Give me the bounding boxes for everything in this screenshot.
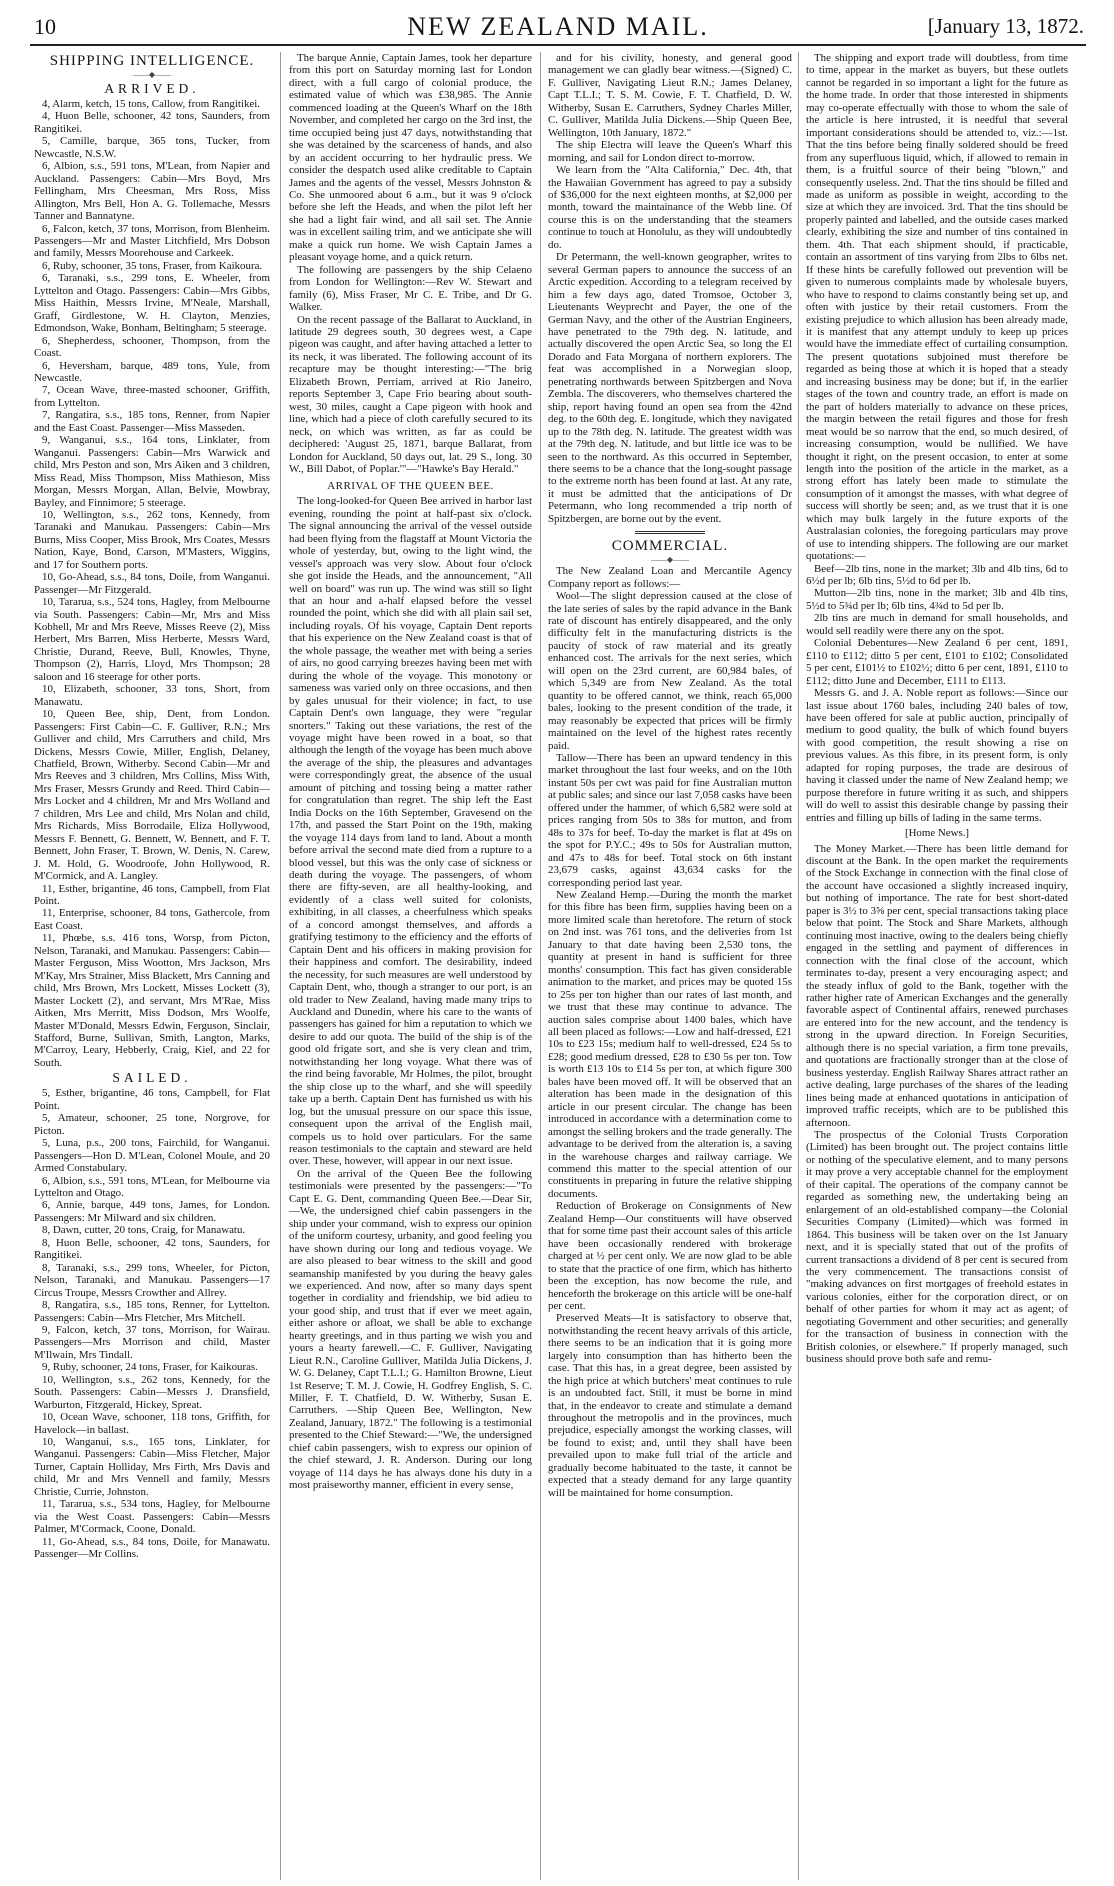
column-shipping	[34, 52, 270, 1878]
news-paragraph: The ship Electra will leave the Queen's Wharf this morning, and sail for London direct to-morrow.	[548, 139, 792, 164]
departure-entry: 11, Tararua, s.s., 534 tons, Hagley, for Melbourne via the West Coast. Passengers: Cabin—Messrs Palmer, M'Cormack, Coone, Donald.	[34, 1498, 270, 1536]
arrival-entry: 11, Enterprise, schooner, 84 tons, Gathercole, from East Coast.	[34, 907, 270, 932]
departure-entry: 10, Ocean Wave, schooner, 118 tons, Griffith, for Havelock—in ballast.	[34, 1411, 270, 1436]
arrival-entry: 10, Tararua, s.s., 524 tons, Hagley, from Melbourne via South. Passengers: Cabin—Mr, Mrs and Miss Kobhell, Mr and Mrs Reeve, Misses Reeve (2), Miss Herbert, Mrs Barren, Miss Herberte, Messrs Ward, Christie, Durand, Reeve, Bull, Knowles, Thyne, Thompson (2), Harris, Lloyd, Mrs Thompson; 28 saloon and 16 steerage for other ports.	[34, 596, 270, 683]
commercial-article	[548, 565, 792, 1499]
commercial-paragraph: Colonial Debentures—New Zealand 6 per cent, 1891, £110 to £112; ditto 5 per cent, £101 to £102; Consolidated 5 per cent, £101½ to £102½; ditto 6 per cent, 1891, £110 to £112; ditto June and December, £111 to £113.	[806, 637, 1068, 687]
departure-entry: 5, Esther, brigantine, 46 tons, Campbell, for Flat Point.	[34, 1087, 270, 1112]
commercial-paragraph: Beef—2lb tins, none in the market; 3lb and 4lb tins, 6d to 6½d per lb; 6lb tins, 5½d to 6d per lb.	[806, 562, 1068, 588]
article-paragraph: The long-looked-for Queen Bee arrived in harbor last evening, rounding the point at half-past six o'clock. The signal announcing the arrival of the vessel outside had been flying from the flagstaff at Mount Victoria the whole of yesterday, but, owing to the light wind, the vessel's approach was very slow. About four o'clock she got inside the Heads, and the announcement, "All well on board" was run up. The wind was still so light that an hour and a-half elapsed before the vessel rounded the point, which she did with all plain sail set, including royals. Of his voyage, Captain Dent reports that his experience on the New Zealand coast is that of the whole passage, the weather met with being a series of airs, no good carrying breezes having been met with during the whole of the voyage. This monotony or sameness was varied only on three occasions, and then by gales unusual for their violence; in fact, to use Captain Dent's own language, they were "regular snorters." Taking out these variations, the rest of the voyage might have been rowed in a boat, so that although the length of the voyage has been much above the average of the ship, the pleasures and advantages were correspondingly great, the absence of the usual amount of pitching and tossing being a matter rather for congratulation than regret. The ship left the East India Docks on the 16th September, Gravesend on the 17th, and passed the Start Point on the 19th, making the voyage 114 days from land to land. About a month before arrival the second mate died from a rupture to a blood vessel, but this was the only case of sickness or death during the voyage. The passengers, of whom there are fifty-seven, are all healthy-looking, and evidently of a class well suited for colonists, exhibiting, in all classes, a cheerfulness which speaks of a concord amongst themselves, and affords a gratifying testimony to the efficiency and the efforts of Captain Dent and his officers in making provision for their happiness and comfort. The desirability, indeed the necessity, for such measures are well understood by Captain Dent, who, though a stranger to our port, is an old trader to New Zealand, having made many trips to Auckland and Dunedin, where his care to the wants of passengers has gained for him a reputation to which we desire to add our quota. The build of the ship is of the good old frigate sort, and she is very clean and trim, notwithstanding her long voyage. What there was of the rind being favorable, Mr Holmes, the pilot, brought the ship close up to the wharf, and she will speedily take up a berth. Captain Dent has furnished us with his log, but the unusual pressure on our space this issue, consequent upon the arrival of the English mail, compels us to hold over particulars. For the same reason testimonials to the captain and steward are held over. These, however, will appear in our next issue.	[289, 495, 532, 1168]
commercial-paragraph: Messrs G. and J. A. Noble report as follows:—Since our last issue about 1760 bales, including 240 bales of tow, have been offered for sale at public auction, principally of medium to good quality, the bulk of which found buyers with good competition, the result showing a rise on previous values. As this fibre, in its present form, is only adapted for roping purposes, the trade are desirous of having it classed under the name of New Zealand hemp; we purpose therefore in future writing it as such, and shippers will do well to assist this desirable change by passing their entries and filling up bills of lading in the same terms.	[806, 687, 1068, 824]
arrival-entry: 6, Taranaki, s.s., 299 tons, E. Wheeler, from Lyttelton and Otago. Passengers: Cabin—Mrs Gibbs, Miss Haithin, Messrs Irvine, M'Neale, Marshall, Graff, Girdlestone, W. H. Clayton, Menzies, Edmondson, Wake, Bonham, Beltingham; 5 steerage.	[34, 272, 270, 335]
column-divider	[798, 52, 799, 1880]
news-paragraph: The following are passengers by the ship Celaeno from London for Wellington:—Rev W. Stewart and family (6), Miss Fraser, Mr C. E. Tribe, and Dr G. Walker.	[289, 263, 532, 314]
arrival-entry: 7, Rangatira, s.s., 185 tons, Renner, from Napier and the East Coast. Passenger—Miss Masseden.	[34, 409, 270, 434]
news-paragraph: The barque Annie, Captain James, took her departure from this port on Saturday morning last for London direct, with a full cargo of colonial produce, the estimated value of which was £38,985. The Annie commenced loading at the Queen's Wharf on the 18th November, and completed her cargo on the 3rd inst, the time occupied being just 47 days, notwithstanding that she was detained by the scarceness of hands, and also by an accident occurring to her hydraulic press. We consider the despatch used alike creditable to Captain James and the agents of the vessel, Messrs Johnston & Co. She unmoored about 6 a.m., but it was 9 o'clock before she left the Heads, and when the pilot left her she had a light fair wind, and all sail set. The Annie was in excellent sailing trim, and we anticipate she will make a quick run home. We wish Captain James a pleasant voyage home, and a quick return.	[289, 52, 532, 264]
commercial-paragraph: Reduction of Brokerage on Consignments of New Zealand Hemp—Our constituents will have observed that for some time past their account sales of this article have been occasionally rendered with brokerage charged at ½ per cent only. We are now glad to be able to state that the practice of one firm, which has hitherto been the exception, has now become the rule, and henceforth the brokerage on this article will be one-half per cent.	[548, 1200, 792, 1312]
news-paragraphs	[548, 52, 792, 525]
news-paragraph: On the recent passage of the Ballarat to Auckland, in latitude 29 degrees south, 30 degrees west, a Cape pigeon was caught, and after having attached a letter to its neck, it was liberated. The following account of its recapture may be thought interesting:—"The brig Elizabeth Brown, Perriam, arrived at Rio Janeiro, reports September 3, Cape Frio bearing about south-west, 30 miles, caught a Cape pigeon with hook and line, which had a piece of cloth carefully secured to its neck, on which was written, as far as could be deciphered: 'August 25, 1871, barque Ballarat, from London for Auckland, 50 days out, lat. 29 S., long. 30 W., Bill Dabot, of Poplar.'"—"Hawke's Bay Herald."	[289, 313, 532, 475]
arrival-entry: 7, Ocean Wave, three-masted schooner, Griffith, from Lyttelton.	[34, 384, 270, 409]
masthead	[30, 8, 1086, 42]
departure-entry: 9, Falcon, ketch, 37 tons, Morrison, for Wairau. Passengers—Mrs Morrison and child, Master M'Ilwain, Mrs Tindall.	[34, 1323, 270, 1361]
departure-entry: 5, Amateur, schooner, 25 tone, Norgrove, for Picton.	[34, 1112, 270, 1137]
issue-date: [January 13, 1872.	[927, 14, 1084, 38]
commercial-continued	[806, 52, 1068, 824]
arrival-entry: 5, Camille, barque, 365 tons, Tucker, from Newcastle, N.S.W.	[34, 135, 270, 160]
ornament: ——◆——	[132, 70, 172, 79]
shipping-news-paragraphs	[289, 52, 532, 475]
news-paragraph: and for his civility, honesty, and general good management we can gladly bear witness.—(Signed) C. F. Gulliver, Navigating Lieut R.N.; James Delaney, Capt T.L.I.; T. S. M. Cowie, F. T. Chatfield, D. W. Witherby, Susan E. Carruthers, Sydney Charles Miller, C. Gulliver, Matilda Julia Dickens.—Ship Queen Bee, Wellington, 10th January, 1872."	[548, 52, 792, 139]
commercial-paragraph: The New Zealand Loan and Mercantile Agency Company report as follows:—	[548, 565, 792, 590]
commercial-paragraph: Tallow—There has been an upward tendency in this market throughout the last four weeks, and on the 10th instant 50s per cwt was paid for fine Australian mutton at public sales; and since our last 7,058 casks have been offered under the hammer, of which 6,582 were sold at prices ranging from 50s to 38s for mutton, and from 48s to 37s for beef. To-day the market is flat at 49s on the spot for P.Y.C.; 49s to 50s for Australian mutton, and 47s to 48s for beef. Total stock on 6th instant 23,679 casks, against 43,634 casks for the corresponding period last year.	[548, 752, 792, 889]
arrival-entry: 6, Heversham, barque, 489 tons, Yule, from Newcastle.	[34, 359, 270, 384]
arrival-entry: 10, Elizabeth, schooner, 33 tons, Short, from Manawatu.	[34, 683, 270, 708]
arrival-entry: 6, Albion, s.s., 591 tons, M'Lean, from Napier and Auckland. Passengers: Cabin—Mrs Boyd, Mrs Fellingham, Mrs Cheesman, Mrs Ross, Miss Allington, Mrs Bell, Hon A. G. Tollemache, Messrs Tanner and Bannatyne.	[34, 160, 270, 223]
arrived-list	[34, 98, 270, 1069]
departure-entry: 8, Taranaki, s.s., 299 tons, Wheeler, for Picton, Nelson, Taranaki, and Manukau. Passengers—17 Circus Troupe, Messrs Crowther and Allrey.	[34, 1261, 270, 1299]
departure-entry: 8, Huon Belle, schooner, 42 tons, Saunders, for Rangitikei.	[34, 1236, 270, 1262]
arrival-entry: 4, Huon Belle, schooner, 42 tons, Saunders, from Rangitikei.	[34, 110, 270, 135]
column-two	[289, 52, 532, 1878]
arrival-entry: 6, Ruby, schooner, 35 tons, Fraser, from Kaikoura.	[42, 259, 263, 272]
departure-entry: 8, Dawn, cutter, 20 tons, Craig, for Manawatu.	[42, 1224, 246, 1237]
departure-entry: 10, Wanganui, s.s., 165 tons, Linklater, for Wanganui. Passengers: Cabin—Miss Fletcher, Major Turner, Captain Holliday, Mrs Firth, Mrs Davis and child, Mr and Mrs Vennell and family, Messrs Christie, Currie, Johnston.	[34, 1436, 270, 1498]
arrival-entry: 10, Wellington, s.s., 262 tons, Kennedy, from Taranaki and Manukau. Passengers: Cabin—Mrs Burns, Miss Cooper, Miss Brook, Mrs Coates, Messrs Nation, Kaye, Bond, Carson, M'Masters, Wiggins, and 17 for Southern ports.	[34, 508, 270, 571]
commercial-paragraph: Preserved Meats—It is satisfactory to observe that, notwithstanding the recent heavy arrivals of this article, there seems to be an indication that it is going more largely into consumption than has hitherto been the case. That this has, in a great degree, been assisted by the high price at which butchers' meat continues to rule is an undoubted fact. Still, it must be borne in mind that, in the endeavor to create and stimulate a demand throughout the metropolis and in the provinces, much prejudice, especially amongst the working classes, will be found to exist; and, until they shall have been prevailed upon to make full trial of the article and gradually become habituated to the taste, it cannot be expected that a steady demand for any large quantity will be maintained for home consumption.	[548, 1312, 792, 1499]
sailed-list	[34, 1087, 270, 1560]
arrived-heading: ARRIVED.	[104, 81, 200, 96]
page-number: 10	[34, 14, 56, 39]
departure-entry: 11, Go-Ahead, s.s., 84 tons, Doile, for Manawatu. Passenger—Mr Collins.	[34, 1535, 270, 1561]
newspaper-title: NEW ZEALAND MAIL.	[407, 12, 709, 41]
commercial-paragraph: New Zealand Hemp.—During the month the market for this fibre has been firm, supplies having been on a more limited scale than heretofore. The return of stock on 2nd inst. was 761 tons, and the deliveries from 1st January to that date having been 2,530 tons, the quantity at present in hand is sufficient for three months' consumption. This fact has given considerable animation to the market, and prices may be quoted 15s to 25s per ton higher than our rates of last month, and we trust that these may continue to advance. The auction sales comprise about 1400 bales, which have all been placed as follows:—Low and half-dressed, £21 10s to £23 15s; medium half to well-dressed, £24 5s to £28; good medium dressed, £28 to £30 5s per ton. Tow is worth £13 10s to £14 5s per ton, at which figure 300 bales have been moved off. It will be observed that an alteration has been made in the designation of this article in our present circular. The change has been introduced in accordance with a determination come to amongst the selling brokers and the trade generally. The advantage to be derived from the alteration is, a saving in the warehouse charges and railway carriage. We commend this matter to the special attention of our constituents in preparing in future the relative shipping documents.	[548, 889, 792, 1200]
column-three	[548, 52, 792, 1878]
commercial-heading: COMMERCIAL.	[611, 538, 729, 555]
arrival-entry: 6, Falcon, ketch, 37 tons, Morrison, from Blenheim. Passengers—Mr and Master Litchfield, Mrs Dobson and family, Messrs Moorehouse and Carkeek.	[34, 222, 270, 260]
departure-entry: 5, Luna, p.s., 200 tons, Fairchild, for Wanganui. Passengers—Hon D. M'Lean, Colonel Moule, and 20 Armed Constabulary.	[34, 1137, 270, 1175]
arrival-entry: 4, Alarm, ketch, 15 tons, Callow, from Rangitikei.	[42, 98, 260, 110]
news-paragraph: Dr Petermann, the well-known geographer, writes to several German papers to announce the success of an Arctic expedition. According to a telegram received by him a few days ago, dated Tromsoe, October 3, Lieutenants Weyprecht and Payer, the one of the German Navy, and the other of the Austrian Engineers, have penetrated to the 79th deg. N. latitude, and actually discovered the open Arctic Sea, so long the El Dorado and Fata Morgana of northern explorers. The feat was accomplished in a Norwegian sloop, penetrating northwards between Spitzbergen and Nova Zembla. The discoverers, who themselves chartered the ship, report having found an open sea from the 42nd deg. to the 60th deg. E. longitude, which they navigated up to the 78th deg. N. latitude. The greatest width was at the 79th deg. N. latitude, and but little ice was to be seen to the northward. As this occurred in September, there seems to be a chance that the long-sought passage to the extreme north has been found at last. At any rate, it must be admitted that the anticipations of Dr Petermann, who long recommended a trip north of Spitzbergen, are borne out by the event.	[548, 251, 792, 525]
departure-entry: 8, Rangatira, s.s., 185 tons, Renner, for Lyttelton. Passengers: Cabin—Mrs Fletcher, Mrs Mitchell.	[34, 1299, 270, 1324]
money-market-article	[806, 843, 1068, 1366]
arrival-entry: 11, Esther, brigantine, 46 tons, Campbell, from Flat Point.	[34, 882, 270, 907]
departure-entry: 6, Annie, barque, 449 tons, James, for London. Passengers: Mr Milward and six children.	[34, 1199, 270, 1224]
arrival-entry: 10, Go-Ahead, s.s., 84 tons, Doile, from Wanganui. Passenger—Mr Fitzgerald.	[34, 571, 270, 596]
commercial-paragraph: Mutton—2lb tins, none in the market; 3lb and 4lb tins, 5½d to 5¾d per lb; 6lb tins, 4¾d to 5d per lb.	[806, 587, 1068, 612]
shipping-intelligence-heading: SHIPPING INTELLIGENCE.	[49, 53, 255, 69]
queen-bee-heading: ARRIVAL OF THE QUEEN BEE.	[327, 480, 494, 493]
arrival-entry: 10, Queen Bee, ship, Dent, from London. Passengers: First Cabin—C. F. Gulliver, R.N.; Mrs Gulliver and child, Mrs Carruthers and child, Mrs Dickens, Messrs Cowie, Miller, English, Delaney, Chatfield, Brown, Witherby. Second Cabin—Mr and Mrs Reeves and 3 children, Mrs Collins, Miss With, Mrs Fraser, Messrs Grundy and Reed. Third Cabin—Mrs Locket and 4 children, Mr and Mrs Wolland and 7 children, Mrs Lee and child, Mrs Nolan and child, Mrs Richards, Miss Borrodaile, Eliza Hollywood, Messrs F. Bennett, G. Bennett, W. Bennett, and F. T. Bennett, John Fraser, T. Brown, W. Denis, N. Carew, J. M. Hold, G. Woodroofe, John Hollywood, R. M'Cormick, and A. Langley.	[34, 708, 270, 883]
money-market-paragraph: The Money Market.—There has been little demand for discount at the Bank. In the open market the requirements of the Stock Exchange in connection with the final close of the account have occasioned a slightly increased inquiry, but nothing of importance. The rate for best short-dated paper is 3½ to 3⅝ per cent, special transactions taking place below that point. The Stock and Share Markets, although continuing most inactive, owing to the dealers being chiefly engaged in the settling and payment of differences in connection with the final close of the account, which terminates to-day, present a very encouraging aspect; and the steady influx of gold to the Bank, together with the rather higher rate of American Exchanges and the generally favorable aspect of Continental affairs, renewed purchases are entered into for the new account, and the tendency is strong in the upward direction. In Foreign Securities, although there is no special variation, a firm tone prevails, and quotations are fractionally stronger than at the close of business yesterday. English Railway Shares attract rather an active dealing, large purchases of the shares of the leading lines being made at enhanced quotations in anticipation of improved traffic receipts, which are to be published this afternoon.	[806, 842, 1068, 1129]
commercial-paragraph: The shipping and export trade will doubtless, from time to time, appear in the market as buyers, but these outlets cannot be regarded in so important a light for the future as the home trade. In order that those interested in shipments may co-operate effectually with those to whom the sale of the article is here intrusted, it is needful that several important considerations should be attended to, viz.:—1st. That the tins before being finally soldered should be freed from any superfluous liquid, which, if allowed to remain in them, is a fruitful source of their being "blown," and consequently useless. 2nd. That the tins should be filled and made as uniform as possible in weight, according to the size at which they are invoiced. 3rd. That the tins should be properly painted and labelled, and the outside cases marked clearly, exhibiting the size and number of tins contained in them. 4th. That each shipment should, if practicable, contain an assortment of tins varying from 2lbs to 6lbs net. If these hints be carefully followed out prevention will be given to numerous complaints made by wholesale buyers, who have to respond to claims constantly being set up, and often with justice by their retail customers. From the existing prejudice to which allusion has been already made, it is manifest that any attempt unduly to keep up prices would have the immediate effect of curtailing consumption. The present quotations subjoined must therefore be regarded as being those at which it is hoped that a steady and increasing business may be done; but if, in the earlier stages of the town and country trade, an effort is made on the part of holders materially to advance on these prices, the margin between the retail figures and those for fresh meat would be so narrow that the end, so much desired, of increasing consumption, would be nullified. We have thought it right, on the present occasion, to enter at some length into the position of the article in the market, as a strong effort has lately been made to stimulate the consumption of it amongst the masses, with what degree of success will shortly be seen; and, as we trust that it is one which may bulk largely in the future exports of the Australasian colonies, the foregoing particulars may prove of use to intending shippers. The following are our market quotations:—	[806, 52, 1068, 563]
news-paragraph: We learn from the "Alta California," Dec. 4th, that the Hawaiian Government has agreed to pay a subsidy of $36,000 for the next eighteen months, at $2,000 per month, toward the maintainance of the Webb line. Of course this is on the understanding that the steamers continue to touch at Honolulu, as they will undoubtedly do.	[548, 164, 792, 251]
home-news-label: [Home News.]	[904, 827, 970, 840]
queen-bee-article	[289, 495, 532, 1491]
arrival-entry: 9, Wanganui, s.s., 164 tons, Linklater, from Wanganui. Passengers: Cabin—Mrs Warwick and child, Mrs Peston and son, Mrs Aiken and 3 children, Miss Read, Miss Thompson, Miss Mathieson, Miss Morgan, Messrs Morgan, Allan, Belvie, Mowbray, Bayley, and Finnimore; 5 steerage.	[34, 434, 270, 509]
commercial-paragraph: Wool—The slight depression caused at the close of the late series of sales by the rapid advance in the Bank rate of discount has entirely disappeared, and the only difficulty felt in the manufacturing districts is the paucity of stock of raw material and its greatly enhanced cost. The arrivals for the next series, which will open on the 23rd current, are 60,984 bales, of which 5,349 are from New Zealand. As the total quantity to be offered cannot, we think, reach 65,000 bales, looking to the present condition of the trade, it may reasonably be expected that prices will be firmly maintained on the level of the highest rates recently paid.	[548, 590, 792, 752]
sailed-heading: SAILED.	[112, 1070, 192, 1086]
commercial-paragraph: 2lb tins are much in demand for small households, and would sell readily were there any on the spot.	[806, 612, 1068, 637]
ornament: ——◆——	[650, 555, 690, 565]
arrival-entry: 11, Phœbe, s.s. 416 tons, Worsp, from Picton, Nelson, Taranaki, and Manukau. Passengers: Cabin—Master Ferguson, Miss Wootton, Mrs Jackson, Mrs M'Kay, Mrs Strainer, Miss Blackett, Mrs Canning and child, Mrs Brown, Mrs Lockett, Misses Lockett (3), Master Lockett (2), and servant, Mrs M'Rae, Miss Aitken, Mrs Merritt, Miss Dodson, Mrs Woolfe, Master M'Donald, Messrs Edwin, Ferguson, Sinclair, Stafford, Burne, Sullivan, Smith, Langton, Marks, M'Carroy, Leary, Hebberly, Craig, Kiel, and 22 for South.	[34, 932, 270, 1069]
column-four	[806, 52, 1068, 1878]
column-divider	[540, 52, 541, 1880]
money-market-paragraph: The prospectus of the Colonial Trusts Corporation (Limited) has been brought out. The project contains little or nothing of the speculative element, and to many persons it may prove a very acceptable channel for the employment of their capital. The operations of the company cannot be regarded as something new, the undertaking being an enlargement of an old-established company—the Colonial Securities Company (Limited)—which was formed in 1864. This business will be taken over on the 1st January next, and it is specially stated that out of the profits of current transactions a dividend of 8 per cent is secured from the very commencement. The transactions consist of "making advances on first mortgages of freehold estates in various colonies, either for the corporation direct, or on behalf of other parties for whom it may act as agent; of negotiating Government and other securities; and generally for the transaction of business in connection with the British colonies, or elsewhere." If properly managed, such business should prove both safe and remu-	[806, 1128, 1068, 1366]
arrival-entry: 6, Shepherdess, schooner, Thompson, from the Coast.	[34, 334, 270, 360]
article-paragraph: On the arrival of the Queen Bee the following testimonials were presented by the passengers:—"To Capt E. G. Dent, commanding Queen Bee.—Dear Sir,—We, the undersigned chief cabin passengers in the ship under your command, wish to express our opinion of the uniform courtesy, urbanity, and good feeling you have shown during our long and tedious voyage. We are also pleased to bear witness to the skill and good seamanship manifested by you during the heavy gales we experienced. And now, after so many days spent together in cordiality and friendship, we bid adieu to your good ship, and trust that if ever we meet again, either ashore or afloat, we shall be able to exchange hearty greetings, and in thus parting we wish you and yours a hearty farewell.—C. F. Gulliver, Navigating Lieut R.N., Caroline Gulliver, Matilda Julia Dickens, J. W. G. Delaney, Capt T.L.I.; G. Hamilton Browne, Lieut 1st Reserve; T. M. J. Cowie, H. Godfrey English, S. C. Miller, F. T. Chatfield, D. W. Witherby, Susan E. Carruthers. —Ship Queen Bee, Wellington, New Zealand, January, 1872." The following is a testimonial presented to the Chief Steward:—"We, the undersigned chief cabin passengers, wish to express our opinion of the chief steward, J. R. Anderson. During our long voyage of 114 days he has always done his duty in a most praiseworthy manner, efficient in every sense,	[289, 1167, 532, 1492]
masthead-rule	[30, 44, 1086, 46]
departure-entry: 9, Ruby, schooner, 24 tons, Fraser, for Kaikouras.	[42, 1361, 258, 1374]
departure-entry: 10, Wellington, s.s., 262 tons, Kennedy, for the South. Passengers: Cabin—Messrs J. Dransfield, Warburton, Fitzgerald, Hickey, Spreat.	[34, 1373, 270, 1411]
column-divider	[280, 52, 281, 1880]
departure-entry: 6, Albion, s.s., 591 tons, M'Lean, for Melbourne via Lyttelton and Otago.	[34, 1174, 270, 1199]
section-rule	[635, 531, 705, 534]
